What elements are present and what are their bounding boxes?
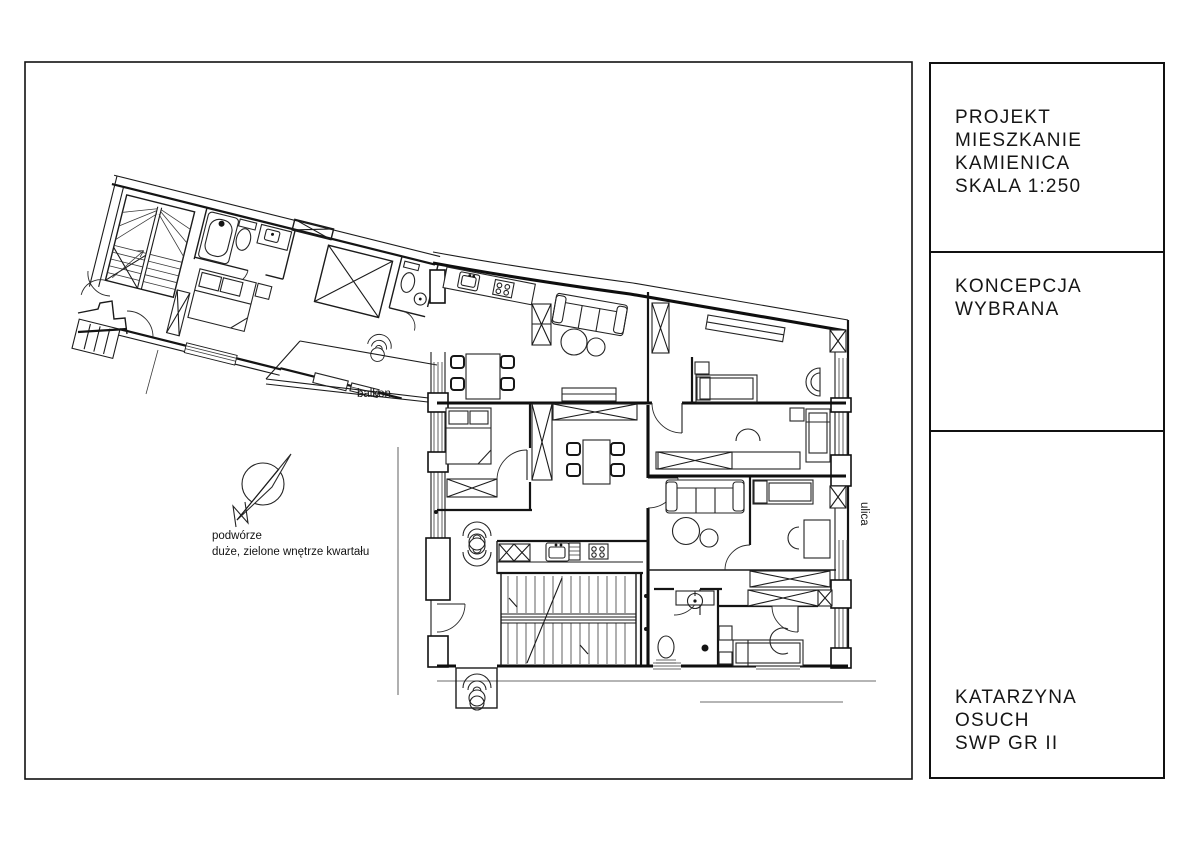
chair-icon <box>567 464 580 476</box>
table-icon <box>583 440 610 484</box>
concept-line: KONCEPCJA <box>955 276 1082 297</box>
project-line: KAMIENICA <box>955 153 1071 174</box>
nightstand-icon <box>255 283 272 299</box>
sink-icon <box>457 272 480 292</box>
title-block <box>929 62 1165 779</box>
courtyard-label-2: duże, zielone wnętrze kwartału <box>212 546 370 558</box>
sofa-icon <box>666 480 744 513</box>
table-icon <box>466 354 500 399</box>
balcony-label: balkon <box>357 388 391 400</box>
nightstand-icon <box>719 652 732 664</box>
street-label: ulica <box>858 502 870 526</box>
author-line: OSUCH <box>955 710 1030 731</box>
cupboard-icon <box>532 304 551 345</box>
project-line: MIESZKANIE <box>955 130 1083 151</box>
title-block-project <box>931 64 1163 253</box>
dishwasher-icon <box>569 543 580 560</box>
chair-icon <box>501 356 514 368</box>
project-line: PROJEKT <box>955 107 1052 128</box>
bed-icon <box>753 480 813 504</box>
chair-icon <box>567 443 580 455</box>
wardrobe-icon <box>532 404 552 480</box>
bed-icon <box>806 409 830 462</box>
sink-icon <box>546 543 569 561</box>
title-block-author <box>931 432 1163 777</box>
chair-icon <box>611 464 624 476</box>
nightstand-icon <box>695 362 709 374</box>
concept-line: WYBRANA <box>955 299 1060 320</box>
shaft-icon <box>652 303 669 353</box>
desk-icon <box>804 520 830 558</box>
stove-icon <box>493 279 515 297</box>
chair-icon <box>451 356 464 368</box>
chair-icon <box>451 378 464 390</box>
chair-icon <box>501 378 514 390</box>
chair-icon <box>611 443 624 455</box>
author-line: KATARZYNA <box>955 687 1077 708</box>
cupboard-icon <box>499 544 530 561</box>
nightstand-icon <box>719 626 732 640</box>
wardrobe-icon <box>553 404 637 420</box>
project-line: SKALA 1:250 <box>955 176 1082 197</box>
bed-icon <box>733 640 803 666</box>
wardrobe-icon <box>658 452 732 469</box>
stove-icon <box>589 544 608 559</box>
courtyard-label-1: podwórze <box>212 530 262 542</box>
author-line: SWP GR II <box>955 733 1059 754</box>
wardrobe-icon <box>447 479 497 497</box>
nightstand-icon <box>790 408 804 421</box>
title-block-concept <box>931 253 1163 432</box>
washer-icon <box>702 645 709 652</box>
bed-icon <box>446 408 491 464</box>
bedroom-w <box>446 408 497 497</box>
bed-icon <box>696 375 757 402</box>
